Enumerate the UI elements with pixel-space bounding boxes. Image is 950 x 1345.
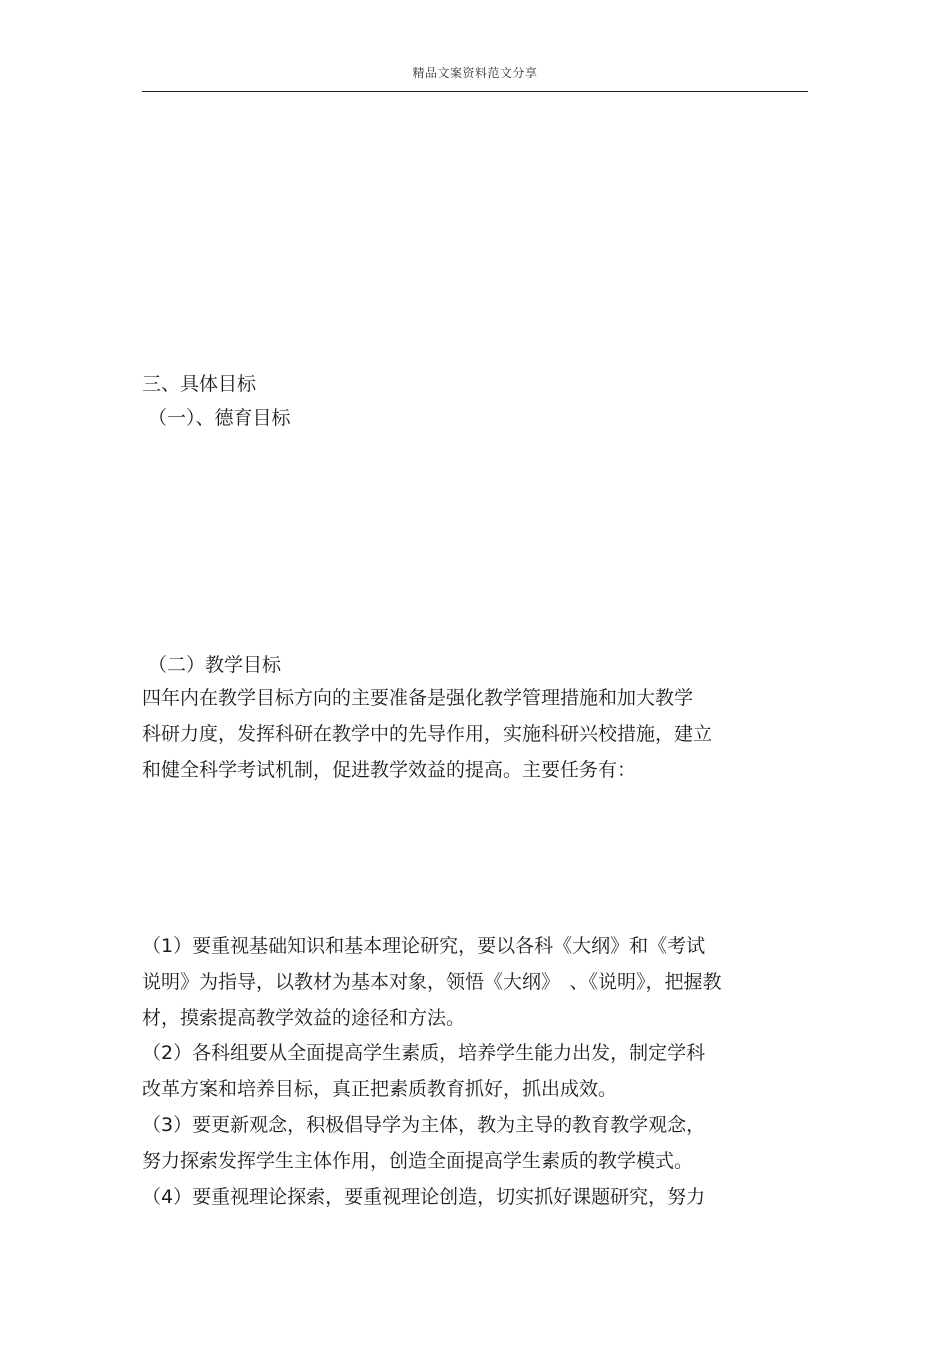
task-line: （3）要更新观念，积极倡导学为主体，教为主导的教育教学观念，	[142, 1114, 706, 1136]
page-header: 精品文案资料范文分享	[412, 66, 538, 80]
section-title: 三、具体目标	[142, 373, 257, 395]
task-line: 努力探索发挥学生主体作用，创造全面提高学生素质的教学模式。	[142, 1150, 694, 1172]
header-rule	[142, 91, 808, 92]
moral-goal-heading: （一）、德育目标	[148, 407, 291, 429]
task-line: （2）各科组要从全面提高学生素质，培养学生能力出发，制定学科	[142, 1042, 706, 1064]
intro-line: 科研力度，发挥科研在教学中的先导作用，实施科研兴校措施，建立	[142, 723, 713, 745]
task-line: 材，摸索提高教学效益的途径和方法。	[142, 1007, 466, 1029]
task-line: 说明》为指导，以教材为基本对象，领悟《大纲》 、《说明》，把握教	[142, 971, 722, 993]
task-line: 改革方案和培养目标，真正把素质教育抓好，抓出成效。	[142, 1078, 618, 1100]
intro-line: 和健全科学考试机制，促进教学效益的提高。主要任务有：	[142, 759, 637, 781]
intro-line: 四年内在教学目标方向的主要准备是强化教学管理措施和加大教学	[142, 687, 694, 709]
teaching-goal-heading: （二）教学目标	[148, 654, 282, 676]
task-line: （4）要重视理论探索，要重视理论创造，切实抓好课题研究，努力	[142, 1186, 706, 1208]
task-line: （1）要重视基础知识和基本理论研究，要以各科《大纲》和《考试	[142, 935, 706, 957]
